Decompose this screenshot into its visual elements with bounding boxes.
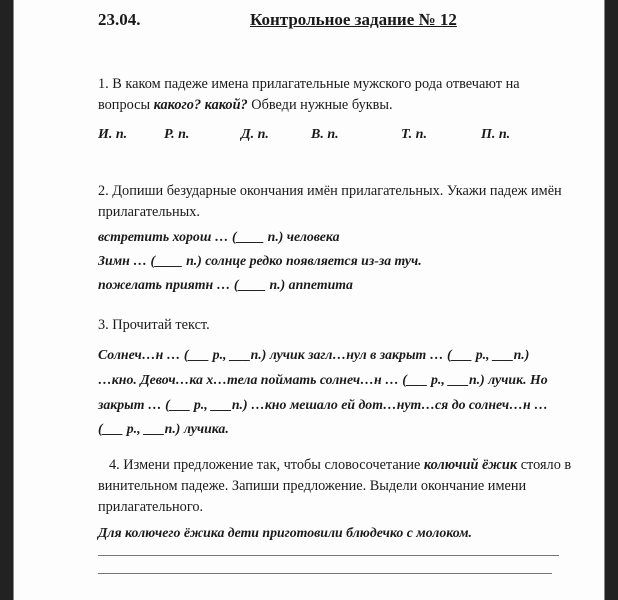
case-option-dative[interactable]: Д. п. [241,127,269,142]
task3-text-line: Солнеч…н … (___ р., ___п.) лучик загл…нул в закрыт … (___ р., ___п.) [98,347,530,362]
task1-line2-prefix: вопросы [98,97,154,113]
worksheet-page [13,0,605,600]
task1-line2 [98,95,393,116]
task2-item: пожелать приятн … (____ п.) аппетита [98,277,353,292]
task4-sentence: Для колючего ёжика дети приготовили блюдечко с молоком. [98,525,472,540]
date: 23.04. [98,10,141,29]
case-option-prepositional[interactable]: П. п. [481,127,511,142]
task4-line3: прилагательного. [98,499,204,515]
task3-heading: 3. Прочитай текст. [98,317,210,333]
task4-phrase: колючий ёжик [423,457,518,473]
case-option-accusative[interactable]: В. п. [311,127,339,142]
answer-line-2[interactable] [98,573,552,574]
task4-line1-prefix: 4. Измени предложение так, чтобы словосочетание [109,457,424,473]
task2-item: Зимн … (____ п.) солнце редко появляется из-за туч. [98,253,422,268]
task4-line2: винительном падеже. Запиши предложение. Выдели окончание имени [98,478,527,494]
task4-line1-suffix: стояло в [517,457,572,473]
task2-line2: прилагательных. [98,204,200,220]
task1-line1: 1. В каком падеже имена прилагательные мужского рода отвечают на [98,76,520,92]
answer-line-1[interactable] [98,555,559,556]
worksheet-title: Контрольное задание № 12 [250,10,457,29]
task3-text-line: закрыт … (___ р., ___п.) …кно мешало ей дот…нут…ся до солнеч…н … [98,397,548,412]
task2-item: встретить хорош … (____ п.) человека [98,229,340,244]
task3-text-line: …кно. Девоч…ка х…тела поймать солнеч…н … (___ р., ___п.) лучик. Но [98,372,548,387]
task4-line1 [109,455,571,476]
case-option-nominative[interactable]: И. п. [98,127,128,142]
task1-questions: какого? какой? [153,97,248,113]
task3-text-line: (___ р., ___п.) лучика. [98,421,229,436]
task1-line2-suffix: Обведи нужные буквы. [247,97,393,113]
task2-line1: 2. Допиши безударные окончания имён прилагательных. Укажи падеж имён [98,183,562,199]
case-option-genitive[interactable]: Р. п. [164,127,190,142]
case-option-instrumental[interactable]: Т. п. [401,127,427,142]
